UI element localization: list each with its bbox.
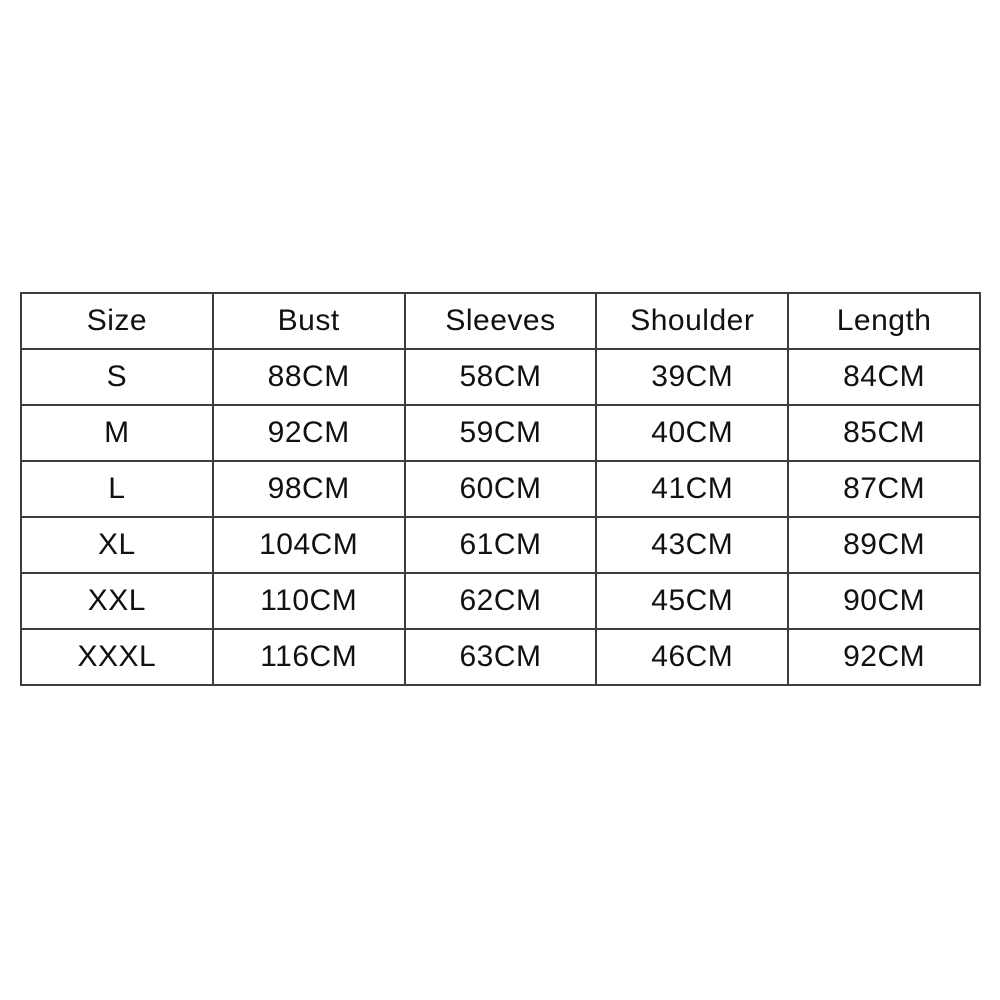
measurement-cell: 90CM [788,573,980,629]
column-header-bust: Bust [213,293,405,349]
measurement-cell: 89CM [788,517,980,573]
measurement-cell: 85CM [788,405,980,461]
measurement-cell: 87CM [788,461,980,517]
size-label-cell: XL [21,517,213,573]
measurement-cell: 43CM [596,517,788,573]
column-header-shoulder: Shoulder [596,293,788,349]
column-header-sleeves: Sleeves [405,293,597,349]
measurement-cell: 84CM [788,349,980,405]
column-header-size: Size [21,293,213,349]
size-label-cell: S [21,349,213,405]
measurement-cell: 40CM [596,405,788,461]
size-label-cell: M [21,405,213,461]
measurement-cell: 58CM [405,349,597,405]
size-row-xxl [21,573,980,629]
measurement-cell: 59CM [405,405,597,461]
column-header-length: Length [788,293,980,349]
measurement-cell: 92CM [213,405,405,461]
size-chart [20,292,981,686]
measurement-cell: 61CM [405,517,597,573]
measurement-cell: 60CM [405,461,597,517]
measurement-cell: 98CM [213,461,405,517]
measurement-cell: 92CM [788,629,980,685]
size-chart-body [21,349,980,685]
measurement-cell: 63CM [405,629,597,685]
measurement-cell: 45CM [596,573,788,629]
size-label-cell: XXL [21,573,213,629]
size-chart-table [20,292,981,686]
measurement-cell: 46CM [596,629,788,685]
size-row-l [21,461,980,517]
header-row [21,293,980,349]
measurement-cell: 110CM [213,573,405,629]
measurement-cell: 116CM [213,629,405,685]
measurement-cell: 39CM [596,349,788,405]
size-chart-header [21,293,980,349]
size-row-m [21,405,980,461]
size-row-xxxl [21,629,980,685]
measurement-cell: 62CM [405,573,597,629]
measurement-cell: 41CM [596,461,788,517]
size-row-s [21,349,980,405]
size-label-cell: L [21,461,213,517]
size-label-cell: XXXL [21,629,213,685]
size-row-xl [21,517,980,573]
measurement-cell: 88CM [213,349,405,405]
measurement-cell: 104CM [213,517,405,573]
